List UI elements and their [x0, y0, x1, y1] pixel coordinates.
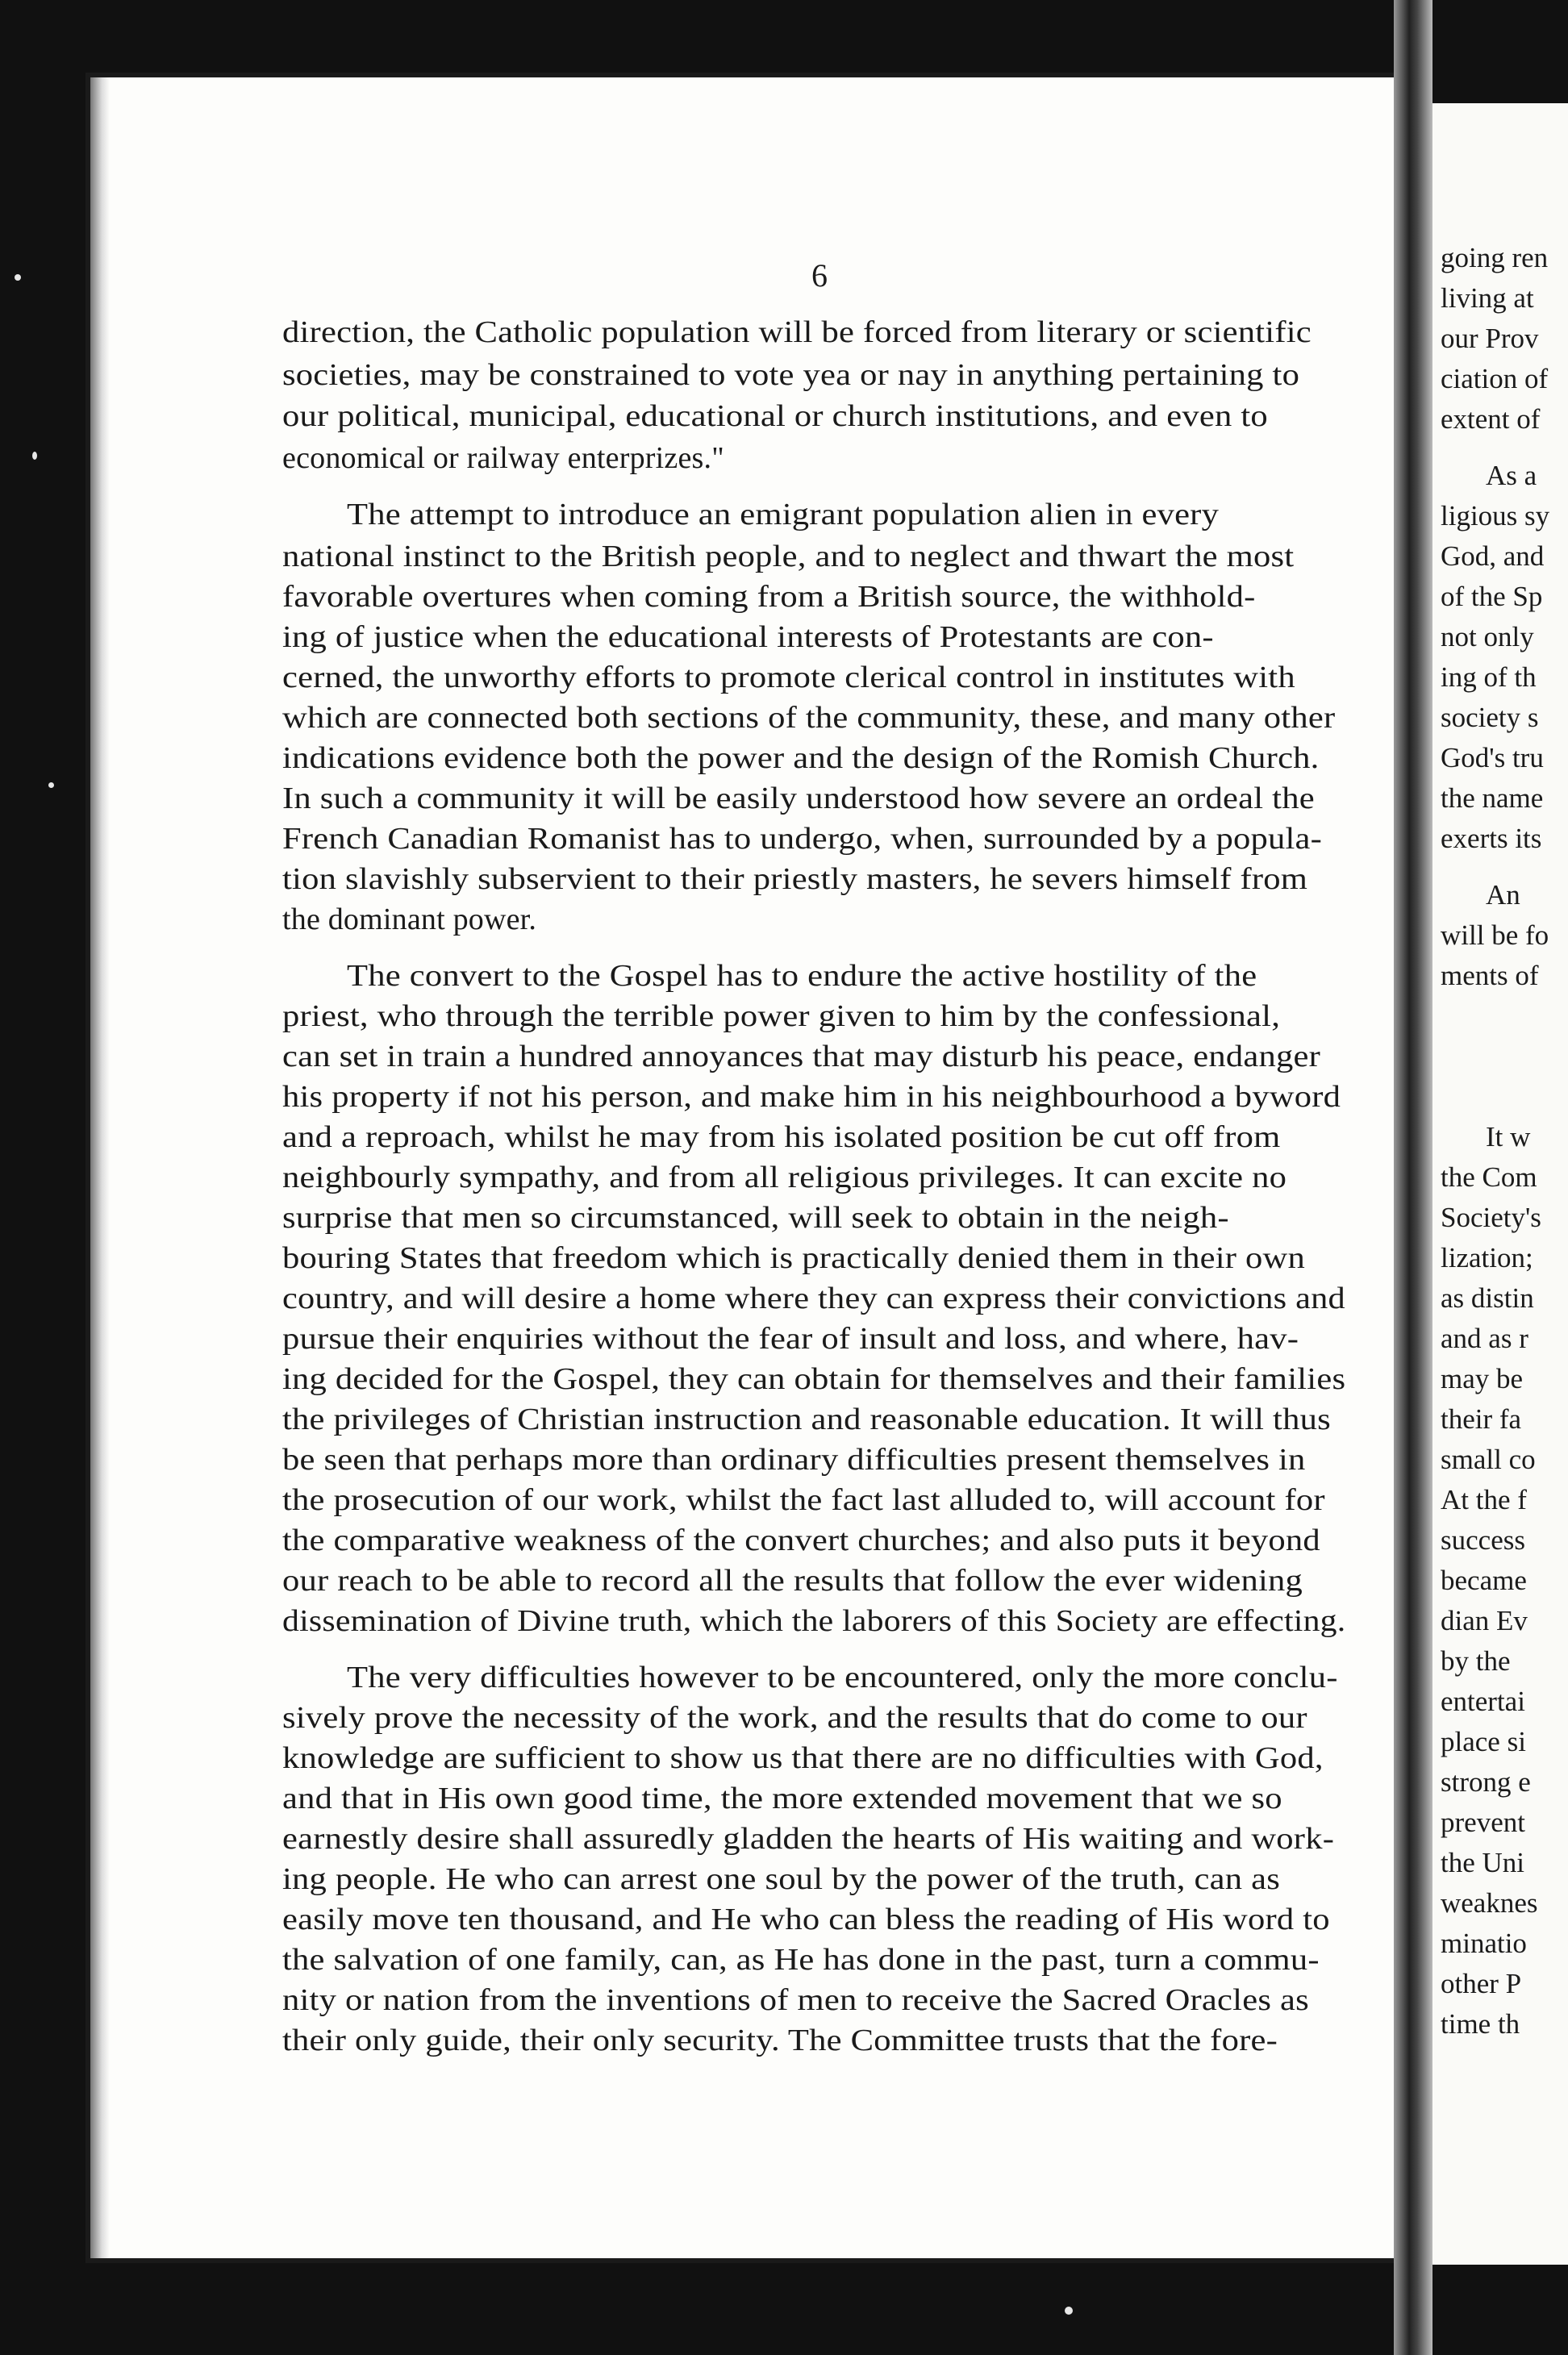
text-line: the comparative weakness of the convert churches; and also puts it beyond	[282, 1523, 1320, 1557]
text-line: and that in His own good time, the more extended movement that we so	[282, 1782, 1282, 1815]
adjacent-page-line: going ren	[1441, 242, 1549, 273]
text-line: the dominant power.	[282, 902, 537, 936]
text-line: The very difficulties however to be encountered, only the more conclu-	[347, 1661, 1338, 1694]
adjacent-page-line: ing of th	[1441, 661, 1537, 693]
text-line: bouring States that freedom which is practically denied them in their own	[282, 1241, 1305, 1275]
text-line: dissemination of Divine truth, which the laborers of this Society are effecting.	[282, 1604, 1346, 1638]
text-line: easily move ten thousand, and He who can bless the reading of His word to	[282, 1903, 1330, 1936]
adjacent-page-line: the Com	[1441, 1161, 1537, 1193]
adjacent-page-line: not only	[1441, 621, 1534, 652]
adjacent-page-line: Society's	[1441, 1202, 1541, 1233]
text-line: French Canadian Romanist has to undergo, when, surrounded by a popula-	[282, 822, 1323, 856]
adjacent-page-line: society s	[1441, 702, 1539, 733]
adjacent-page-line: small co	[1441, 1444, 1536, 1475]
text-line: ing of justice when the educational interests of Protestants are con-	[282, 620, 1214, 654]
scan-speck	[1065, 2307, 1073, 2315]
text-line: country, and will desire a home where they can express their convictions and	[282, 1282, 1345, 1315]
adjacent-page-line: prevent	[1441, 1807, 1525, 1838]
text-line: the salvation of one family, can, as He has done in the past, turn a commu-	[282, 1943, 1320, 1977]
text-line: The attempt to introduce an emigrant population alien in every	[347, 498, 1220, 531]
text-line: ing decided for the Gospel, they can obtain for themselves and their families	[282, 1362, 1346, 1396]
page-edge-shadow	[90, 77, 110, 2258]
text-line: In such a community it will be easily understood how severe an ordeal the	[282, 782, 1315, 815]
text-line: surprise that men so circumstanced, will seek to obtain in the neigh-	[282, 1201, 1229, 1235]
adjacent-page-line: God, and	[1441, 540, 1545, 572]
text-line: and a reproach, whilst he may from his isolated position be cut off from	[282, 1120, 1281, 1154]
adjacent-page-line: It w	[1486, 1121, 1531, 1152]
adjacent-page-line: place si	[1441, 1726, 1526, 1757]
adjacent-page-line: the name	[1441, 782, 1544, 814]
adjacent-page-line: the Uni	[1441, 1847, 1525, 1878]
adjacent-page-line: may be	[1441, 1363, 1524, 1394]
text-line: nity or nation from the inventions of men to receive the Sacred Oracles as	[282, 1983, 1309, 2017]
scan-speck	[48, 782, 54, 788]
adjacent-page-line: living at	[1441, 282, 1534, 314]
adjacent-page-line: entertai	[1441, 1686, 1525, 1717]
text-line: favorable overtures when coming from a British source, the withhold-	[282, 580, 1256, 614]
adjacent-page-line: other P	[1441, 1968, 1522, 1999]
adjacent-page-line: lization;	[1441, 1242, 1533, 1273]
book-gutter	[1394, 0, 1432, 2355]
adjacent-page-line: dian Ev	[1441, 1605, 1528, 1636]
adjacent-page-line: An	[1486, 879, 1520, 911]
adjacent-page-line: strong e	[1441, 1766, 1531, 1798]
text-line: the prosecution of our work, whilst the fact last alluded to, will account for	[282, 1483, 1325, 1517]
text-line: earnestly desire shall assuredly gladden the hearts of His waiting and work-	[282, 1822, 1335, 1856]
adjacent-page-fragment	[1432, 103, 1568, 2265]
text-line: pursue their enquiries without the fear of insult and loss, and where, hav-	[282, 1322, 1299, 1356]
text-line: our political, municipal, educational or church institutions, and even to	[282, 399, 1268, 433]
text-line: priest, who through the terrible power given to him by the confessional,	[282, 999, 1281, 1033]
adjacent-page-line: will be fo	[1441, 919, 1549, 951]
adjacent-page-line: their fa	[1441, 1403, 1522, 1435]
text-line: their only guide, their only security. The Committee trusts that the fore-	[282, 2024, 1278, 2057]
text-line: direction, the Catholic population will be forced from literary or scientific	[282, 315, 1312, 349]
adjacent-page-line: minatio	[1441, 1928, 1527, 1959]
adjacent-page-line: success	[1441, 1524, 1525, 1556]
adjacent-page-line: became	[1441, 1565, 1527, 1596]
text-line: our reach to be able to record all the results that follow the ever widening	[282, 1564, 1303, 1598]
adjacent-page-line: ligious sy	[1441, 500, 1550, 531]
adjacent-page-line: as distin	[1441, 1282, 1534, 1314]
scan-speck	[15, 274, 21, 281]
text-line: national instinct to the British people, and to neglect and thwart the most	[282, 540, 1295, 573]
text-line: be seen that perhaps more than ordinary difficulties present themselves in	[282, 1443, 1306, 1477]
adjacent-page-line: extent of	[1441, 403, 1541, 435]
text-line: cerned, the unworthy efforts to promote clerical control in institutes with	[282, 661, 1295, 694]
adjacent-page-line: our Prov	[1441, 323, 1539, 354]
text-line: can set in train a hundred annoyances that may disturb his peace, endanger	[282, 1040, 1321, 1073]
text-line: sively prove the necessity of the work, and the results that do come to our	[282, 1701, 1307, 1735]
text-line: the privileges of Christian instruction and reasonable education. It will thus	[282, 1403, 1331, 1436]
text-line: ing people. He who can arrest one soul by the power of the truth, can as	[282, 1862, 1280, 1896]
text-line: tion slavishly subservient to their priestly masters, he severs himself from	[282, 862, 1308, 896]
adjacent-page-line: time th	[1441, 2008, 1520, 2040]
adjacent-page-line: At the f	[1441, 1484, 1527, 1515]
adjacent-page-line: of the Sp	[1441, 581, 1543, 612]
text-line: The convert to the Gospel has to endure the active hostility of the	[347, 959, 1257, 993]
text-line: neighbourly sympathy, and from all religious privileges. It can excite no	[282, 1161, 1287, 1194]
adjacent-page-line: by the	[1441, 1645, 1511, 1677]
text-line: which are connected both sections of the community, these, and many other	[282, 701, 1336, 735]
adjacent-page-line: weaknes	[1441, 1887, 1538, 1919]
adjacent-page-line: ciation of	[1441, 363, 1549, 394]
text-line: knowledge are sufficient to show us that there are no difficulties with God,	[282, 1741, 1324, 1775]
adjacent-page-line: As a	[1486, 460, 1537, 491]
text-line: indications evidence both the power and the design of the Romish Church.	[282, 741, 1320, 775]
adjacent-page-line: exerts its	[1441, 823, 1542, 854]
text-line: economical or railway enterprizes."	[282, 441, 724, 475]
adjacent-page-line: God's tru	[1441, 742, 1544, 773]
page-number: 6	[811, 257, 828, 294]
text-line: his property if not his person, and make him in his neighbourhood a byword	[282, 1080, 1341, 1114]
text-line: societies, may be constrained to vote yea or nay in anything pertaining to	[282, 358, 1300, 392]
adjacent-page-line: and as r	[1441, 1323, 1528, 1354]
adjacent-page-line: ments of	[1441, 960, 1539, 991]
scan-speck	[32, 452, 37, 460]
